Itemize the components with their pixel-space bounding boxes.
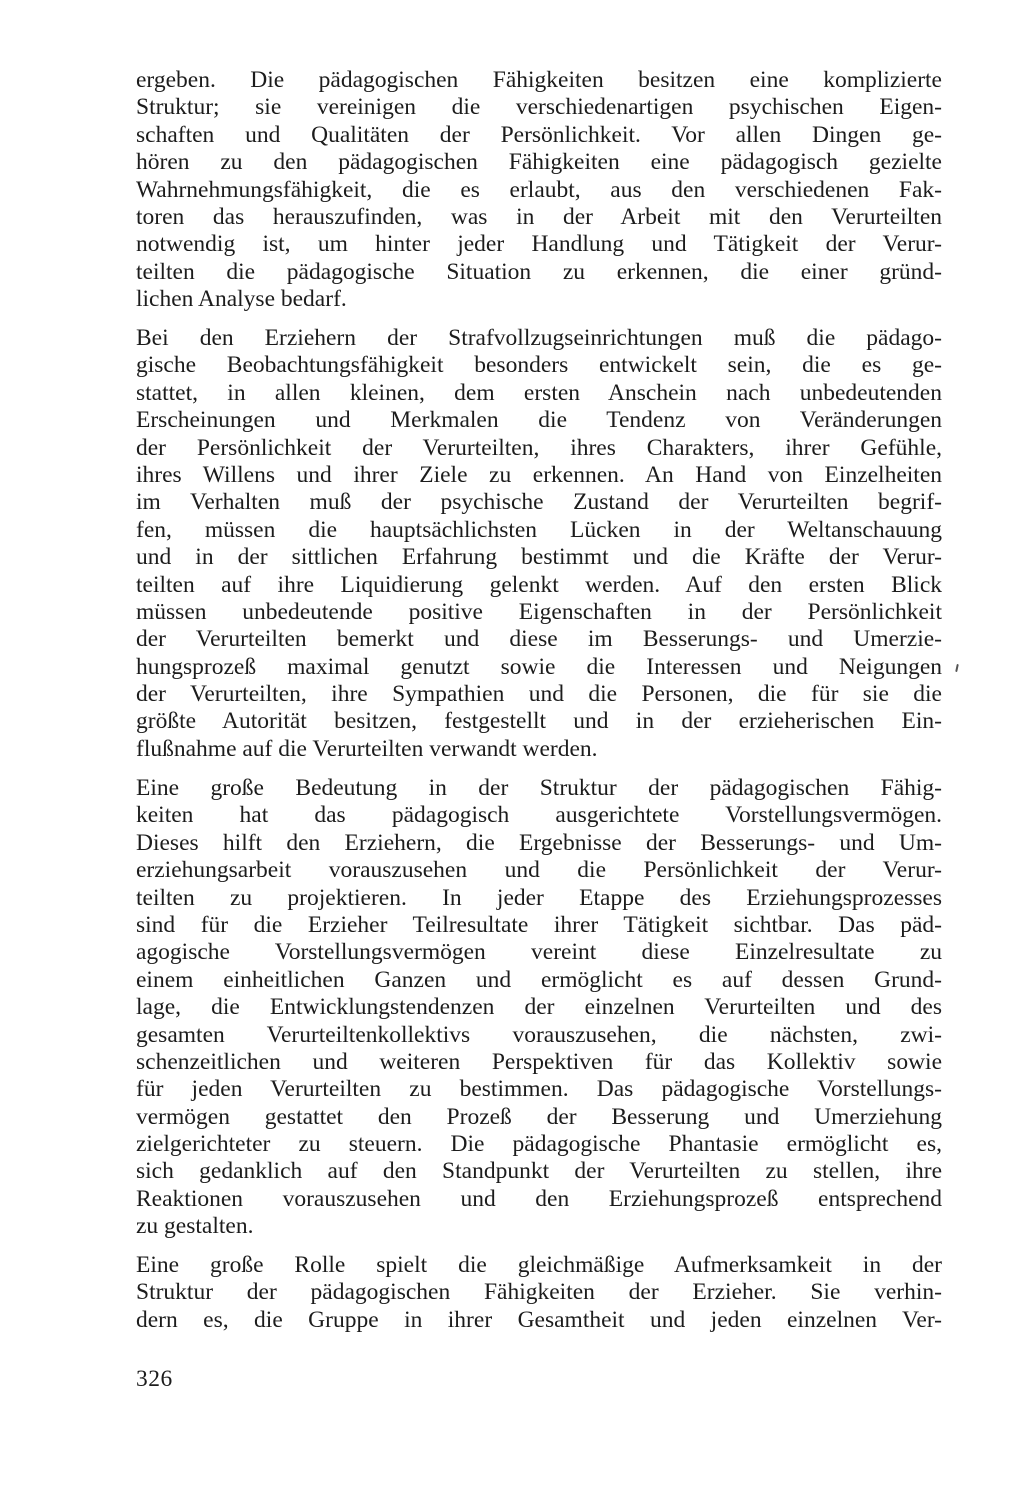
paragraph-3 — [136, 775, 942, 1241]
text-line: Eine große Rolle spielt die gleichmäßige Aufmerksamkeit in der — [136, 1252, 942, 1278]
text-line: gesamten Verurteiltenkollektivs vorauszusehen, die nächsten, zwi- — [136, 1021, 942, 1048]
text-line: Struktur; sie vereinigen die verschiedenartigen psychischen Eigen- — [136, 94, 942, 121]
text-line: agogische Vorstellungsvermögen vereint diese Einzelresultate zu — [136, 939, 942, 966]
text-line: müssen unbedeutende positive Eigenschaften in der Persönlichkeit — [136, 598, 942, 625]
text-line: einem einheitlichen Ganzen und ermöglicht es auf dessen Grund- — [136, 966, 942, 993]
text-line: vermögen gestattet den Prozeß der Besserung und Umerziehung — [136, 1103, 942, 1130]
text-line: Struktur der pädagogischen Fähigkeiten der Erzieher. Sie verhin- — [136, 1279, 942, 1306]
text-line: Dieses hilft den Erziehern, die Ergebnisse der Besserungs- und Um- — [136, 829, 942, 856]
text-line: toren das herauszufinden, was in der Arbeit mit den Verurteilten — [136, 203, 942, 230]
text-line: schaften und Qualitäten der Persönlichkeit. Vor allen Dingen ge- — [136, 121, 942, 148]
text-line: teilten die pädagogische Situation zu erkennen, die einer gründ- — [136, 258, 942, 285]
text-line: Eine große Bedeutung in der Struktur der pädagogischen Fähig- — [136, 775, 942, 801]
text-line: gische Beobachtungsfähigkeit besonders entwickelt sein, die es ge- — [136, 352, 942, 379]
text-line: für jeden Verurteilten zu bestimmen. Das pädagogische Vorstellungs- — [136, 1076, 942, 1103]
text-line: Erscheinungen und Merkmalen die Tendenz von Veränderungen — [136, 407, 942, 434]
text-line: ihres Willens und ihrer Ziele zu erkennen. An Hand von Einzelheiten — [136, 461, 942, 488]
text-line: sich gedanklich auf den Standpunkt der Verurteilten zu stellen, ihre — [136, 1158, 942, 1185]
text-line: zielgerichteter zu steuern. Die pädagogische Phantasie ermöglicht es, — [136, 1131, 942, 1158]
text-line: Wahrnehmungsfähigkeit, die es erlaubt, aus den verschiedenen Fak- — [136, 176, 942, 203]
text-line: lichen Analyse bedarf. — [136, 286, 347, 313]
text-line: dern es, die Gruppe in ihrer Gesamtheit und jeden einzelnen Ver- — [136, 1306, 942, 1333]
text-line: schenzeitlichen und weiteren Perspektiven für das Kollektiv sowie — [136, 1048, 942, 1075]
text-line: teilten auf ihre Liquidierung gelenkt werden. Auf den ersten Blick — [136, 571, 942, 598]
text-line: stattet, in allen kleinen, dem ersten Anschein nach unbedeutenden — [136, 379, 942, 406]
text-line: der Verurteilten bemerkt und diese im Besserungs- und Umerzie- — [136, 626, 942, 653]
text-line: hungsprozeß maximal genutzt sowie die Interessen und Neigungen — [136, 653, 942, 680]
text-line: keiten hat das pädagogisch ausgerichtete Vorstellungsvermögen. — [136, 802, 942, 829]
text-line: hören zu den pädagogischen Fähigkeiten eine pädagogisch gezielte — [136, 149, 942, 176]
ink-speck — [955, 664, 959, 672]
text-line: zu gestalten. — [136, 1213, 254, 1240]
paragraph-1 — [136, 67, 942, 314]
text-line: notwendig ist, um hinter jeder Handlung und Tätigkeit der Verur- — [136, 231, 942, 258]
paragraph-2 — [136, 325, 942, 763]
text-line: der Verurteilten, ihre Sympathien und die Personen, die für sie die — [136, 681, 942, 708]
text-line: größte Autorität besitzen, festgestellt und in der erzieherischen Ein- — [136, 708, 942, 735]
text-line: Bei den Erziehern der Strafvollzugseinrichtungen muß die pädago- — [136, 325, 942, 351]
text-line: fen, müssen die hauptsächlichsten Lücken in der Weltanschauung — [136, 516, 942, 543]
text-line: im Verhalten muß der psychische Zustand der Verurteilten begrif- — [136, 489, 942, 516]
text-line: Reaktionen vorauszusehen und den Erziehungsprozeß entsprechend — [136, 1185, 942, 1212]
paragraph-4 — [136, 1252, 942, 1334]
text-line: der Persönlichkeit der Verurteilten, ihres Charakters, ihrer Gefühle, — [136, 434, 942, 461]
text-line: ergeben. Die pädagogischen Fähigkeiten besitzen eine komplizierte — [136, 67, 942, 93]
text-line: flußnahme auf die Verurteilten verwandt werden. — [136, 735, 598, 762]
text-line: sind für die Erzieher Teilresultate ihrer Tätigkeit sichtbar. Das päd- — [136, 911, 942, 938]
text-line: und in der sittlichen Erfahrung bestimmt und die Kräfte der Verur- — [136, 544, 942, 571]
text-line: erziehungsarbeit vorauszusehen und die Persönlichkeit der Verur- — [136, 857, 942, 884]
text-line: teilten zu projektieren. In jeder Etappe des Erziehungsprozesses — [136, 884, 942, 911]
page-number: 326 — [136, 1366, 173, 1392]
text-line: lage, die Entwicklungstendenzen der einzelnen Verurteilten und des — [136, 994, 942, 1021]
